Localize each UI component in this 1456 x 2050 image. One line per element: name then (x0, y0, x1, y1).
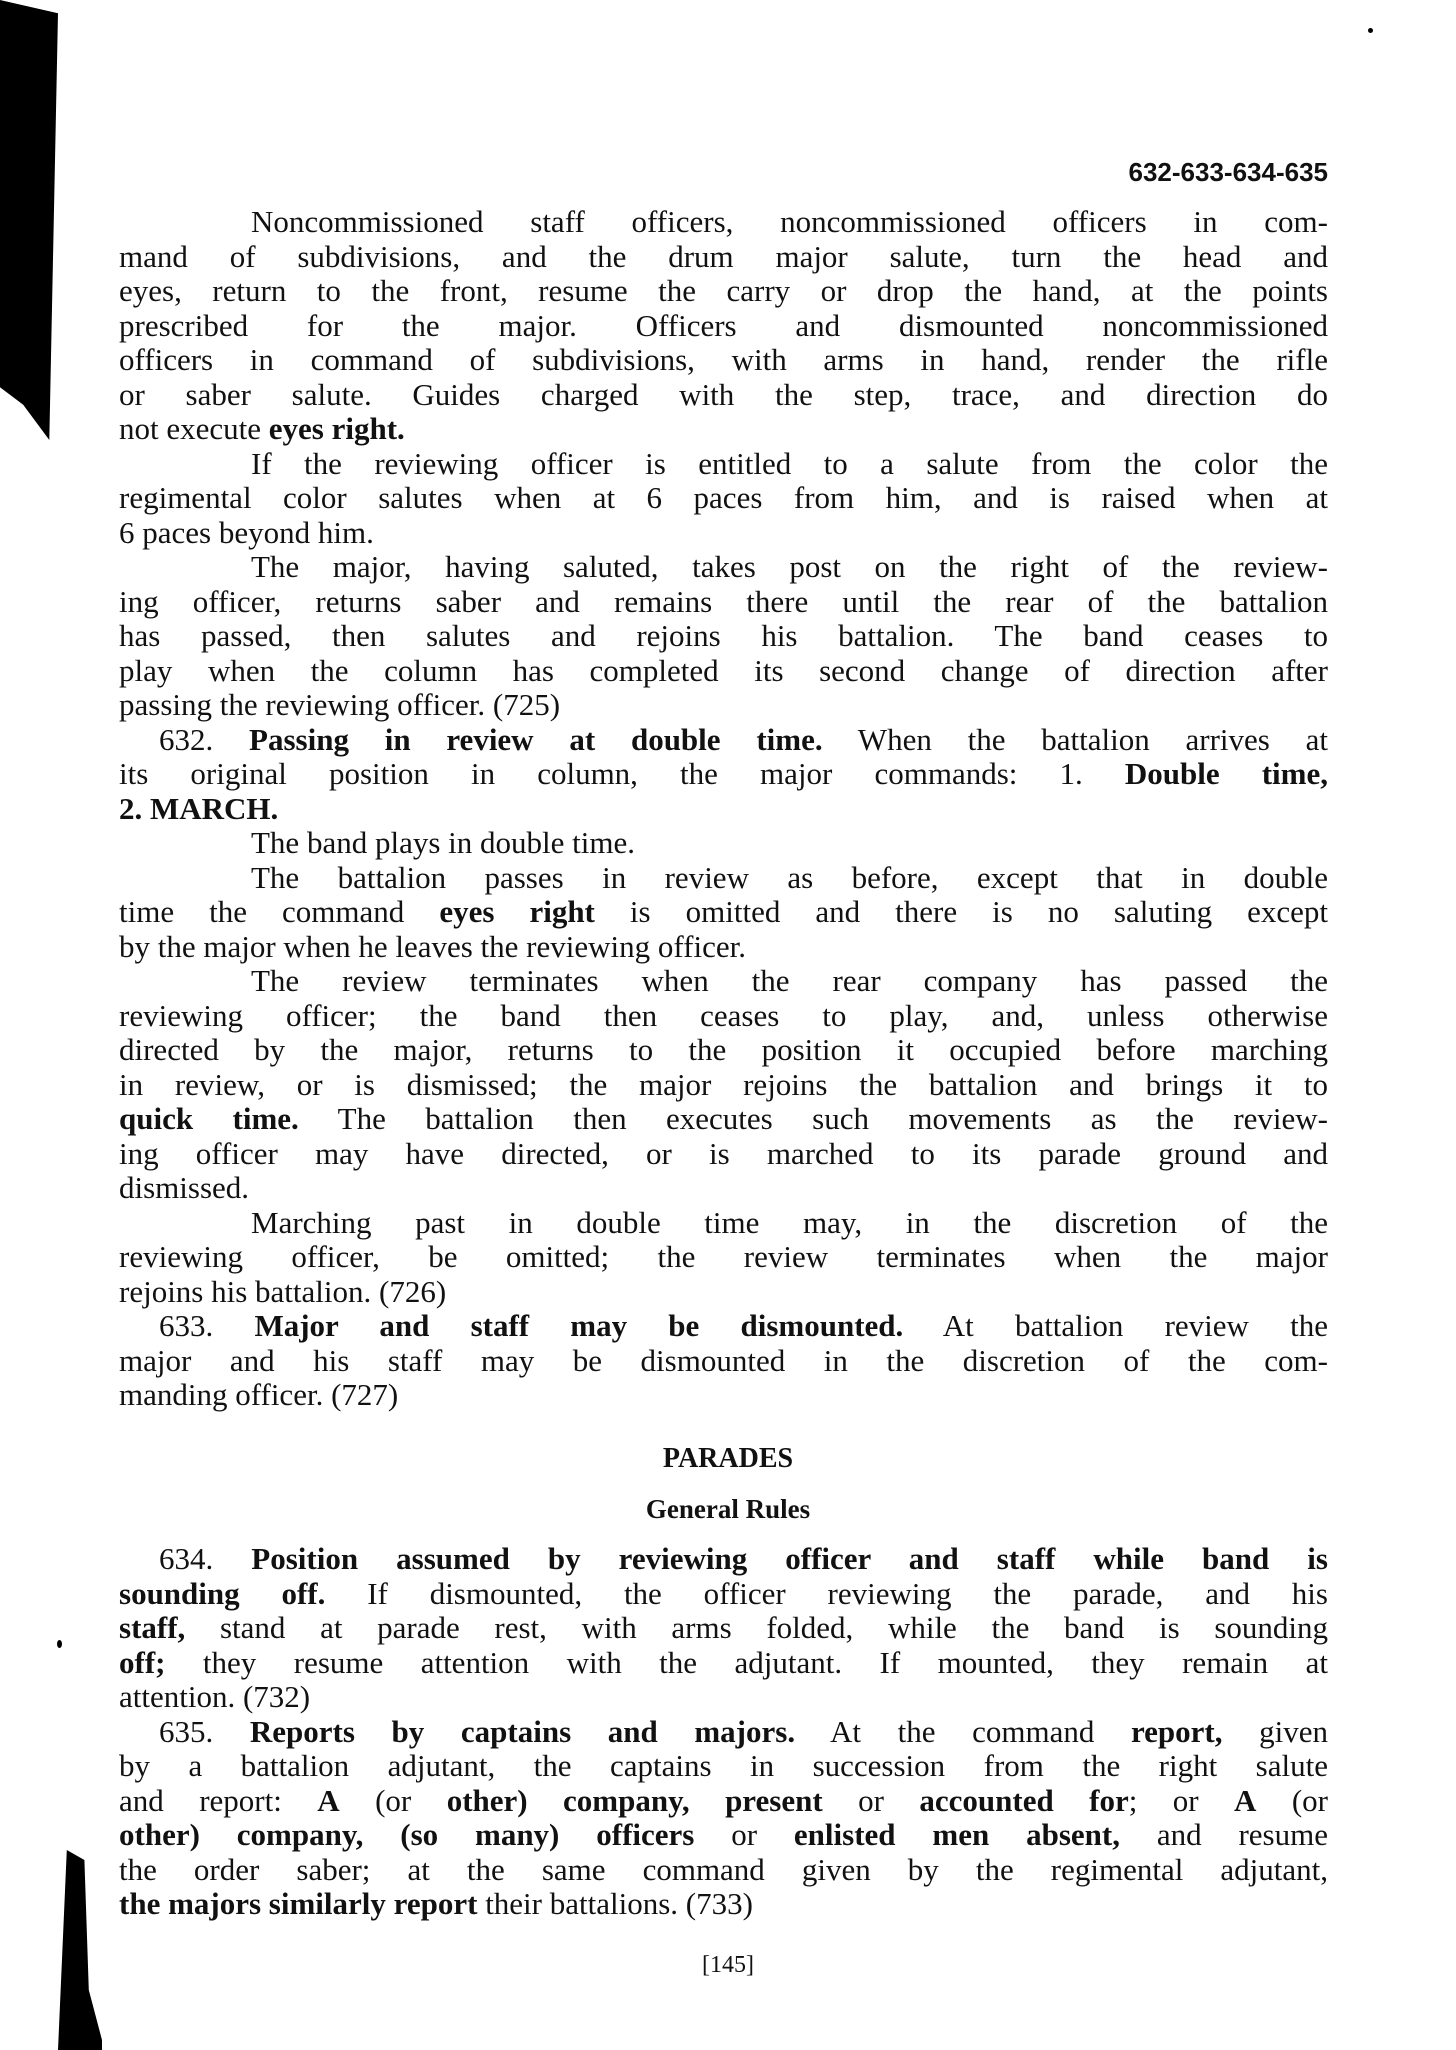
text-run: or (694, 1817, 794, 1852)
text-run: their battalions. (733) (477, 1886, 753, 1921)
section-numbers-header: 632-633-634-635 (1128, 157, 1328, 187)
text-line (119, 309, 1328, 343)
bold-text: the majors similarly report (119, 1886, 478, 1921)
text-run: ; or (1128, 1782, 1235, 1818)
text-line (119, 1887, 1328, 1921)
text-run: Marching past in double time may, in the discretion of the (251, 1204, 1328, 1240)
text-run: 632. (159, 721, 250, 757)
text-run: reviewing officer, be omitted; the review terminates when the major (119, 1239, 1328, 1274)
text-line (119, 378, 1328, 412)
text-run: play when the column has completed its second change of direction after (119, 652, 1328, 688)
bold-text: accounted for (919, 1782, 1129, 1818)
text-line (119, 343, 1328, 377)
text-line (159, 1715, 1328, 1749)
bold-text: A (1234, 1782, 1257, 1818)
text-run: the order saber; at the same command given by the regimental adjutant, (119, 1851, 1328, 1887)
text-line (119, 1102, 1328, 1136)
bold-text: sounding off. (119, 1575, 326, 1611)
scan-margin-shadow-bottom (58, 1850, 102, 2050)
text-run: directed by the major, returns to the position it occupied before marching (119, 1032, 1328, 1067)
text-run: not execute (119, 411, 269, 446)
bold-text: quick time. (119, 1101, 299, 1136)
scan-speck (1368, 28, 1373, 33)
text-line (119, 930, 1328, 964)
text-line (119, 240, 1328, 274)
text-line (159, 1542, 1328, 1576)
text-line (251, 964, 1328, 998)
text-line (119, 999, 1328, 1033)
bold-text: Passing in review at double time. (249, 721, 823, 757)
text-run: rejoins his battalion. (726) (119, 1273, 447, 1309)
text-run: and resume (1119, 1817, 1328, 1852)
text-run: (or (1256, 1782, 1329, 1818)
subsection-title: General Rules (645, 1494, 811, 1524)
text-line (119, 1137, 1328, 1171)
text-line (251, 205, 1328, 239)
page-number: [145] (702, 1952, 754, 1978)
text-run: by the major when he leaves the reviewing officer. (119, 928, 746, 964)
text-run: The battalion then executes such movements as the review- (298, 1101, 1328, 1136)
bold-text: Major and staff may be dismounted. (254, 1308, 904, 1343)
text-line (119, 1611, 1328, 1645)
text-line (119, 688, 1328, 722)
text-run: and report: (119, 1782, 318, 1818)
text-run: 6 paces beyond him. (119, 514, 374, 550)
text-run: has passed, then salutes and rejoins his battalion. The band ceases to (119, 618, 1328, 653)
text-line (119, 1853, 1328, 1887)
bold-text: other) (446, 1782, 528, 1818)
text-run: stand at parade rest, with arms folded, while the band is sounding (185, 1610, 1328, 1645)
bold-text: Double time, (1124, 756, 1329, 791)
bold-text: enlisted men absent, (793, 1817, 1120, 1852)
text-run: At the command (795, 1713, 1131, 1749)
text-run: manding officer. (727) (119, 1377, 399, 1412)
text-line (119, 1171, 1328, 1205)
text-line (119, 1749, 1328, 1783)
text-run: attention. (732) (119, 1679, 311, 1714)
text-line (119, 1240, 1328, 1274)
text-run: 635. (159, 1713, 250, 1749)
text-run: The band plays in double time. (251, 825, 635, 860)
text-line (119, 1784, 1328, 1818)
text-line (251, 826, 1328, 860)
text-run: prescribed for the major. Officers and dismounted noncommissioned (119, 307, 1328, 343)
text-run: mand of subdivisions, and the drum major salute, turn the head and (119, 238, 1328, 274)
text-line (119, 792, 1328, 826)
bold-text: other) company, (so many) officers (119, 1817, 695, 1852)
text-run: If dismounted, the officer reviewing the parade, and his (325, 1575, 1328, 1611)
text-run: or saber salute. Guides charged with the step, trace, and direction do (119, 376, 1328, 412)
text-run: they resume attention with the adjutant. If mounted, they remain at (165, 1644, 1328, 1680)
text-run: (or (339, 1782, 447, 1818)
text-line (251, 1206, 1328, 1240)
text-run: If the reviewing officer is entitled to a salute from the color the (251, 445, 1328, 481)
text-run: When the battalion arrives at (822, 721, 1328, 757)
text-run: major and his staff may be dismounted in the discretion of the com- (119, 1342, 1328, 1378)
bold-text: report, (1130, 1713, 1223, 1749)
text-run: reviewing officer; the band then ceases to play, and, unless otherwise (119, 997, 1328, 1033)
text-run: given (1222, 1713, 1329, 1749)
text-line (119, 895, 1328, 929)
text-run: regimental color salutes when at 6 paces from him, and is raised when at (119, 480, 1328, 515)
text-run: dismissed. (119, 1170, 250, 1205)
text-run: time the command (119, 894, 440, 929)
text-line (119, 1344, 1328, 1378)
text-run: The review terminates when the rear company has passed the (251, 963, 1328, 998)
text-run: 633. (159, 1308, 255, 1343)
text-run: in review, or is dismissed; the major rejoins the battalion and brings it to (119, 1066, 1328, 1102)
text-run: eyes, return to the front, resume the carry or drop the hand, at the points (119, 273, 1328, 308)
text-run: The major, having saluted, takes post on the right of the review- (251, 549, 1328, 584)
text-run: ing officer, returns saber and remains there until the rear of the battalion (119, 583, 1328, 619)
text-line (119, 481, 1328, 515)
scan-margin-shadow-top (0, 0, 58, 440)
text-line (159, 723, 1328, 757)
section-title: PARADES (662, 1443, 794, 1474)
text-run: passing the reviewing officer. (725) (119, 687, 561, 722)
text-line (119, 1680, 1328, 1714)
bold-text: A (317, 1782, 340, 1818)
text-run: 634. (159, 1541, 252, 1576)
text-run: ing officer may have directed, or is marched to its parade ground and (119, 1135, 1328, 1171)
text-line (119, 1275, 1328, 1309)
text-line (251, 861, 1328, 895)
text-line (119, 1068, 1328, 1102)
text-line (119, 1646, 1328, 1680)
bold-text: 2. MARCH. (119, 790, 279, 826)
text-line (159, 1309, 1328, 1343)
text-line (119, 585, 1328, 619)
text-run: by a battalion adjutant, the captains in succession from the right salute (119, 1748, 1328, 1783)
text-run: The battalion passes in review as before, except that in double (251, 859, 1328, 895)
text-run: At battalion review the (903, 1308, 1328, 1343)
text-run: is omitted and there is no saluting except (594, 894, 1328, 929)
text-line (119, 1033, 1328, 1067)
text-line (251, 447, 1328, 481)
text-run: Noncommissioned staff officers, noncommissioned officers in com- (251, 204, 1328, 239)
text-line (119, 1577, 1328, 1611)
text-line (119, 516, 1328, 550)
bold-text: company, present (563, 1782, 823, 1818)
bold-text: off; (119, 1644, 166, 1680)
text-run (528, 1783, 563, 1818)
bold-text: eyes right. (268, 411, 405, 446)
text-line (119, 274, 1328, 308)
bold-text: Position assumed by reviewing officer and staff while band is (251, 1541, 1328, 1576)
text-line (119, 1818, 1328, 1852)
scan-speck (57, 1640, 62, 1648)
text-line (119, 619, 1328, 653)
text-line (119, 654, 1328, 688)
bold-text: Reports by captains and majors. (249, 1713, 796, 1749)
text-run: its original position in column, the major commands: 1. (119, 756, 1125, 791)
bold-text: eyes right (439, 894, 595, 929)
text-line (251, 550, 1328, 584)
bold-text: staff, (119, 1610, 186, 1645)
text-line (119, 1378, 1328, 1412)
text-run: or (822, 1782, 920, 1818)
text-run: officers in command of subdivisions, with arms in hand, render the rifle (119, 342, 1328, 377)
text-line (119, 412, 1328, 446)
text-line (119, 757, 1328, 791)
